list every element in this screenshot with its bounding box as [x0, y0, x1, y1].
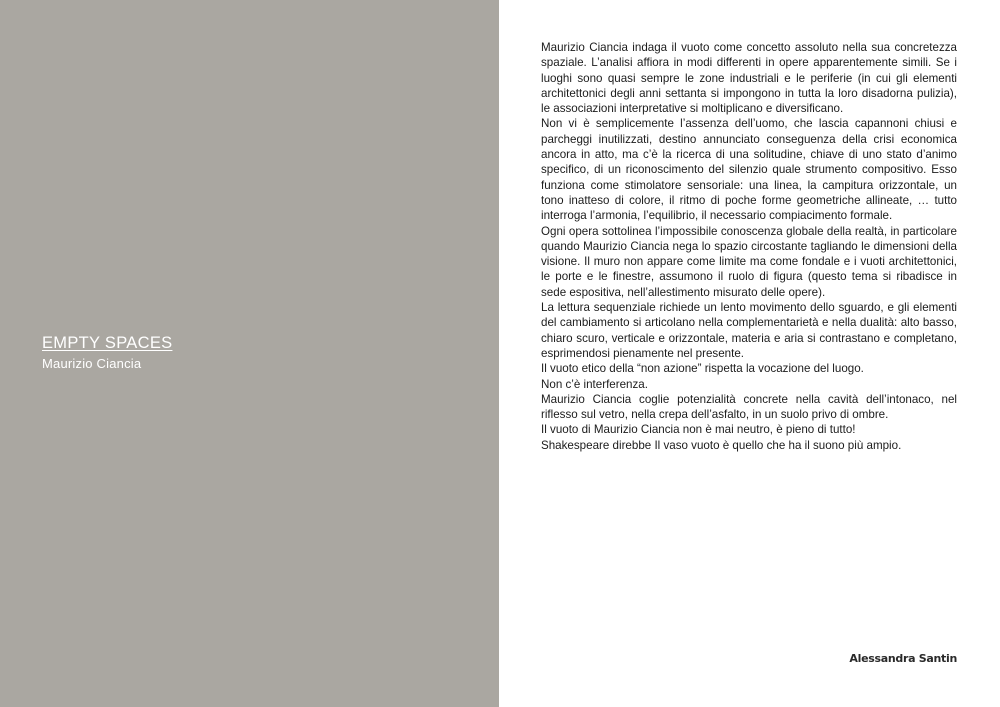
- essay-paragraph: Maurizio Ciancia indaga il vuoto come concetto assoluto nella sua concretezza spaziale. L’analisi affiora in modi differenti in opere apparentemente simili. Se i luoghi sono quasi sempre le zone industriali e le periferie (in cui gli elementi architettonici degli anni settanta si impongono in tutta la loro disadorna pulizia), le associazioni interpretative si moltiplicano e diversificano.: [541, 41, 957, 116]
- cover-title: EMPTY SPACES: [42, 334, 173, 352]
- cover-artist-name: Maurizio Ciancia: [42, 356, 142, 371]
- essay-paragraph: Non c’è interferenza.: [541, 377, 648, 391]
- essay-body: [541, 40, 957, 453]
- cover-panel: [0, 0, 499, 707]
- essay-paragraph: Shakespeare direbbe Il vaso vuoto è quello che ha il suono più ampio.: [541, 438, 902, 452]
- essay-paragraph: La lettura sequenziale richiede un lento movimento dello sguardo, e gli elementi del cambiamento si articolano nella complementarietà e nella dualità: alto basso, chiaro scuro, verticale e orizzontale, materia e aria si contrastano e completano, esprimendosi pienamente nel presente.: [541, 301, 957, 360]
- essay-paragraph: Non vi è semplicemente l’assenza dell’uomo, che lascia capannoni chiusi e parcheggi inutilizzati, destino annunciato conseguenza della crisi economica ancora in atto, ma c’è la ricerca di una solitudine, chiave di uno stato d’animo specifico, di un riconoscimento del silenzio quale strumento compositivo. Esso funziona come stimolatore sensoriale: una linea, la campitura orizzontale, un tono inatteso di colore, il ritmo di poche forme geometriche allineate, … tutto interroga l’armonia, l’equilibrio, il necessario compiacimento formale.: [541, 117, 957, 223]
- essay-paragraph: Il vuoto di Maurizio Ciancia non è mai neutro, è pieno di tutto!: [541, 423, 856, 437]
- essay-paragraph: Maurizio Ciancia coglie potenzialità concrete nella cavità dell’intonaco, nel riflesso sul vetro, nella crepa dell’asfalto, in un suolo privo di ombre.: [541, 392, 957, 422]
- essay-paragraph: Ogni opera sottolinea l’impossibile conoscenza globale della realtà, in particolare quando Maurizio Ciancia nega lo spazio circostante tagliando le dimensioni della visione. Il muro non appare come limite ma come fondale e i vuoti architettonici, le porte e le finestre, assumono il ruolo di figura (questo tema si ribadisce in sede espositiva, nell’allestimento misurato delle opere).: [541, 224, 957, 299]
- essay-paragraph: Il vuoto etico della “non azione” rispetta la vocazione del luogo.: [541, 362, 864, 376]
- essay-author-signature: Alessandra Santin: [849, 652, 957, 665]
- essay-page: [499, 0, 1000, 707]
